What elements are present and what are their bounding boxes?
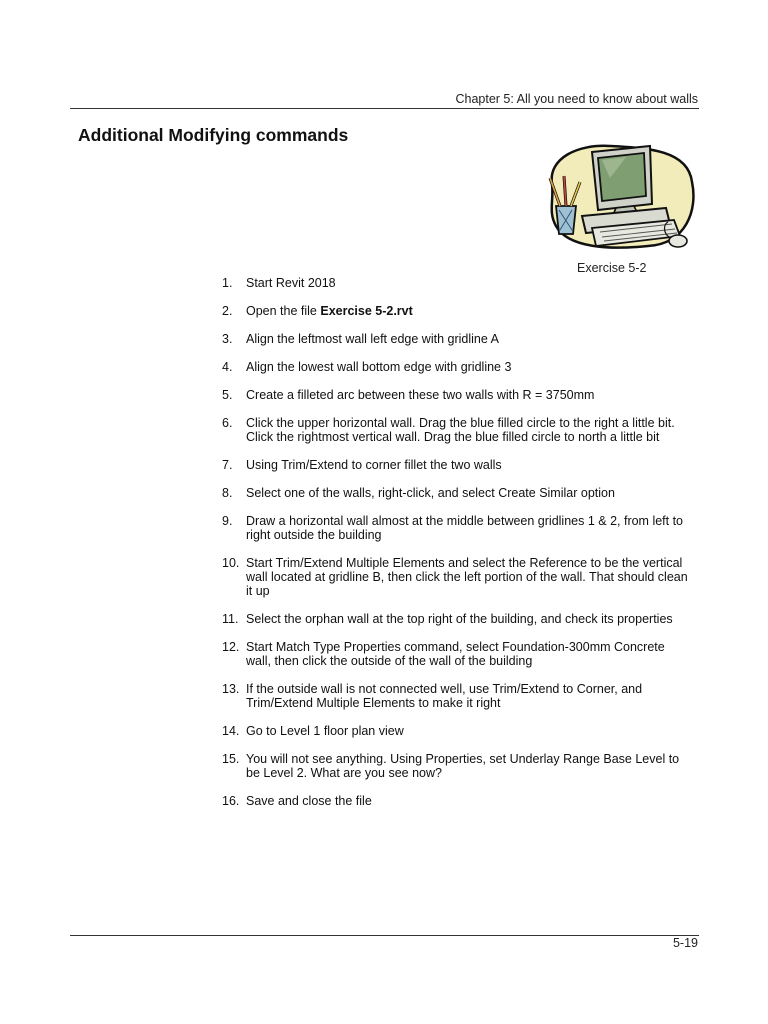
- list-item: [222, 388, 692, 402]
- header-rule: [70, 108, 699, 109]
- step-text: Select one of the walls, right-click, and select Create Similar option: [246, 486, 615, 500]
- step-text: Start Trim/Extend Multiple Elements and select the Reference to be the vertical wall located at gridline B, then click the left portion of the wall. That should clean it up: [246, 556, 688, 598]
- list-item: [222, 416, 692, 444]
- instruction-list: [222, 276, 692, 822]
- step-text: If the outside wall is not connected well, use Trim/Extend to Corner, and Trim/Extend Multiple Elements to make it right: [246, 682, 643, 710]
- step-number: 12.: [222, 640, 240, 654]
- step-number: 14.: [222, 724, 240, 738]
- list-item: [222, 752, 692, 780]
- step-text: Align the lowest wall bottom edge with gridline 3: [246, 360, 512, 374]
- step-text: Start Match Type Properties command, select Foundation-300mm Concrete wall, then click the outside of the wall of the building: [246, 640, 665, 668]
- list-item: [222, 458, 692, 472]
- step-number: 2.: [222, 304, 233, 318]
- list-item: [222, 724, 692, 738]
- step-number: 11.: [222, 612, 239, 626]
- figure-caption: Exercise 5-2: [577, 261, 647, 275]
- step-number: 4.: [222, 360, 233, 374]
- step-text: You will not see anything. Using Properties, set Underlay Range Base Level to be Level 2. What are you see now?: [246, 752, 680, 780]
- list-item: [222, 794, 692, 808]
- running-header: Chapter 5: All you need to know about walls: [455, 92, 698, 106]
- step-text: Create a filleted arc between these two walls with R = 3750mm: [246, 388, 595, 402]
- step-number: 7.: [222, 458, 233, 472]
- step-text: Save and close the file: [246, 794, 372, 808]
- list-item: [222, 612, 692, 626]
- list-item: [222, 304, 692, 318]
- step-number: 8.: [222, 486, 233, 500]
- list-item: [222, 360, 692, 374]
- step-number: 10.: [222, 556, 240, 570]
- step-number: 9.: [222, 514, 233, 528]
- section-title: Additional Modifying commands: [78, 125, 349, 145]
- step-text: Start Revit 2018: [246, 276, 336, 290]
- step-text-prefix: Open the file: [246, 304, 321, 318]
- list-item: [222, 556, 692, 598]
- step-text: [246, 304, 692, 318]
- step-number: 6.: [222, 416, 233, 430]
- step-text: Align the leftmost wall left edge with gridline A: [246, 332, 499, 346]
- step-text: Click the upper horizontal wall. Drag the blue filled circle to the right a little bit. Click the rightmost vertical wall. Drag the blue filled circle to north a little bit: [246, 416, 675, 444]
- list-item: [222, 640, 692, 668]
- file-name: Exercise 5-2.rvt: [320, 304, 413, 318]
- step-text: Go to Level 1 floor plan view: [246, 724, 404, 738]
- list-item: [222, 514, 692, 542]
- step-number: 16.: [222, 794, 240, 808]
- step-number: 15.: [222, 752, 240, 766]
- step-number: 3.: [222, 332, 233, 346]
- step-text: Draw a horizontal wall almost at the middle between gridlines 1 & 2, from left to right outside the building: [246, 514, 684, 542]
- list-item: [222, 276, 692, 290]
- step-number: 1.: [222, 276, 233, 290]
- computer-clipart-icon: [538, 138, 698, 253]
- list-item: [222, 486, 692, 500]
- step-number: 13.: [222, 682, 240, 696]
- step-number: 5.: [222, 388, 233, 402]
- step-text: Using Trim/Extend to corner fillet the two walls: [246, 458, 502, 472]
- list-item: [222, 682, 692, 710]
- step-text: Select the orphan wall at the top right of the building, and check its properties: [246, 612, 673, 626]
- list-item: [222, 332, 692, 346]
- page-number: 5-19: [672, 936, 698, 950]
